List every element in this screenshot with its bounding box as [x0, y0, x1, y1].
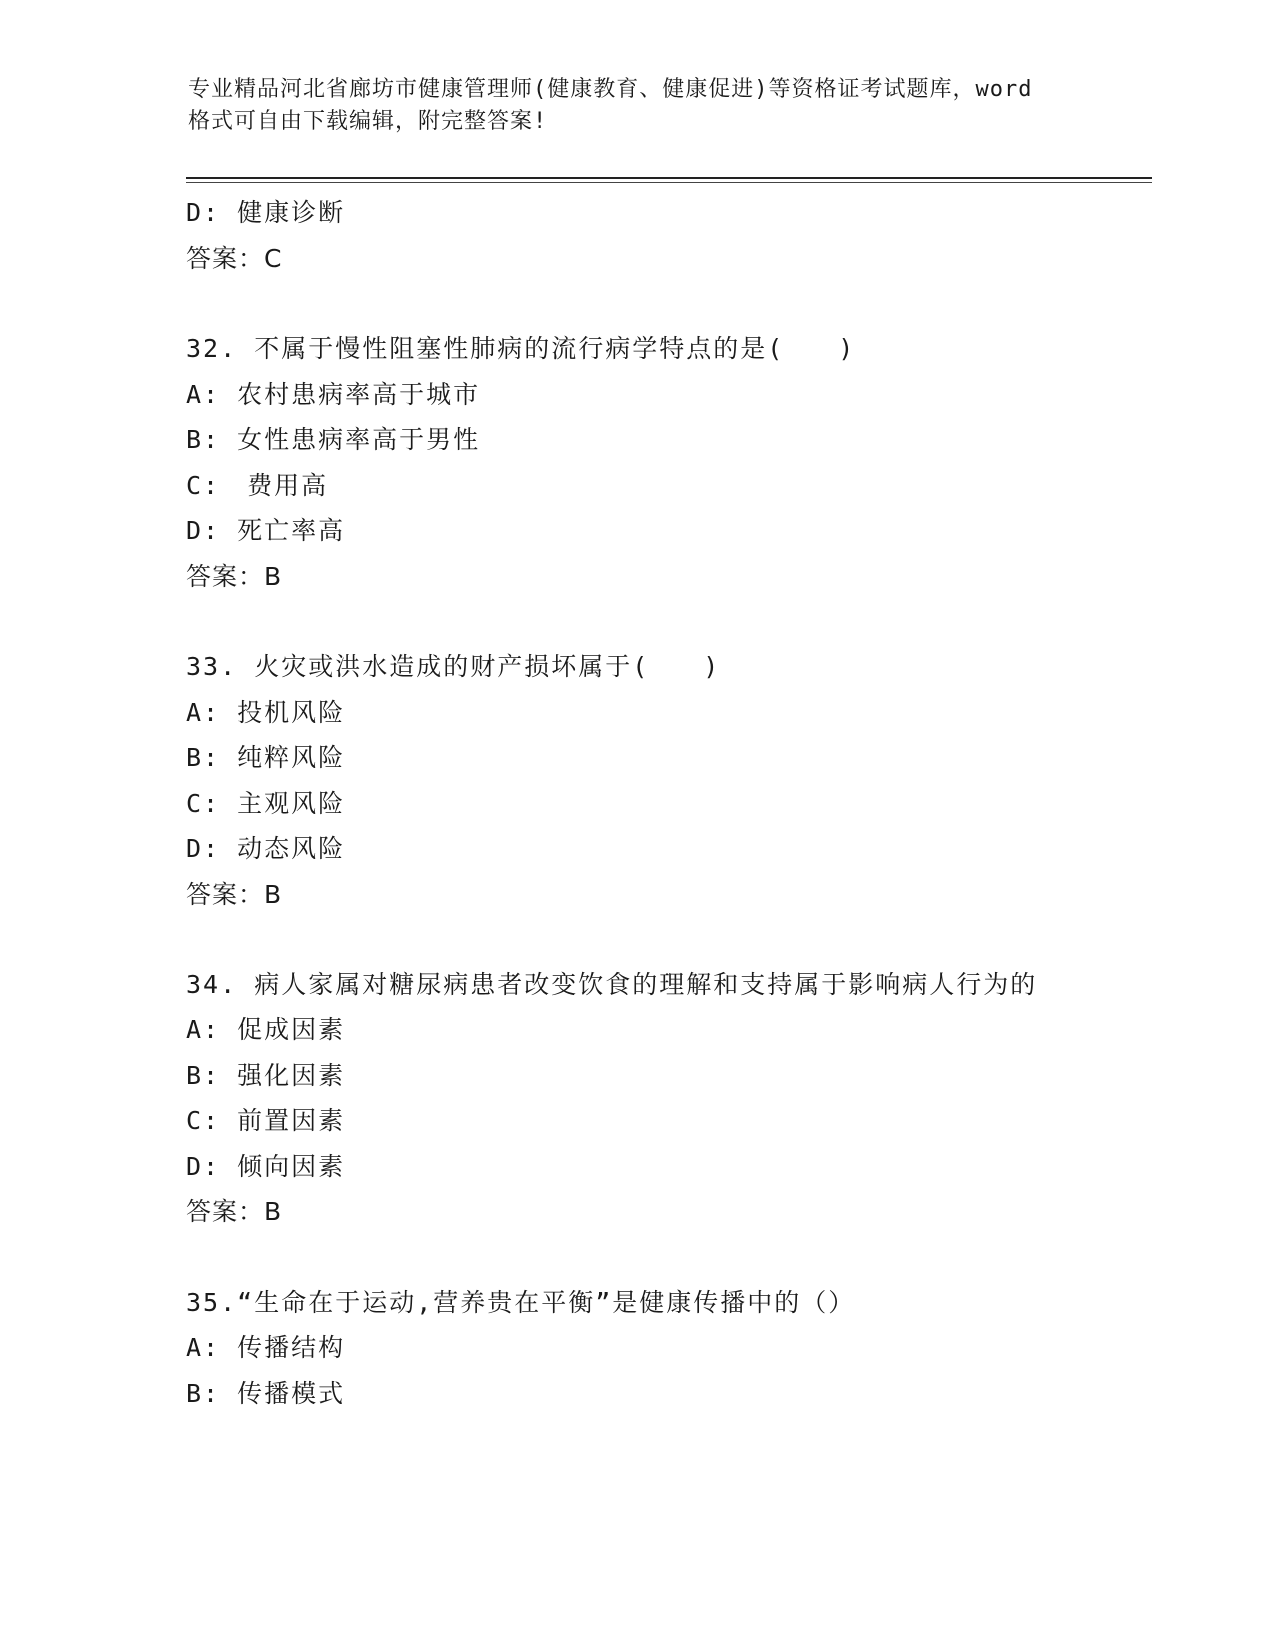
option-a: A: 农村患病率高于城市 — [186, 379, 481, 409]
header-rule-thin — [186, 182, 1152, 183]
option-b: B: 传播模式 — [186, 1378, 346, 1408]
option-b: B: 强化因素 — [186, 1060, 346, 1090]
answer-line: 答案：B — [186, 1197, 283, 1226]
answer-line: 答案：B — [186, 879, 283, 909]
option-b: B: 女性患病率高于男性 — [186, 425, 481, 454]
question-35 — [186, 1280, 1086, 1417]
option-c: C: 主观风险 — [186, 788, 346, 818]
option-d: D: 动态风险 — [186, 834, 346, 863]
option-a: A: 传播结构 — [186, 1333, 346, 1362]
question-32 — [186, 326, 1086, 599]
header-line-1: 专业精品河北省廊坊市健康管理师(健康教育、健康促进)等资格证考试题库，word — [188, 77, 1033, 102]
question-text: 32. 不属于慢性阻塞性肺病的流行病学特点的是( ) — [186, 334, 856, 363]
document-header — [188, 74, 1088, 138]
option-a: A: 投机风险 — [186, 697, 346, 727]
header-rule-thick — [186, 177, 1152, 179]
answer-line: 答案：B — [186, 561, 283, 591]
answer-line: 答案：C — [186, 243, 283, 273]
option-d: D: 倾向因素 — [186, 1151, 346, 1181]
previous-question-tail — [186, 190, 1086, 281]
option-d: D: 死亡率高 — [186, 516, 346, 545]
question-text: 34. 病人家属对糖尿病患者改变饮食的理解和支持属于影响病人行为的 — [186, 970, 1038, 999]
question-text: 33. 火灾或洪水造成的财产损坏属于( ) — [186, 652, 721, 681]
option-b: B: 纯粹风险 — [186, 743, 346, 772]
question-list — [186, 190, 1086, 1416]
question-text: 35.“生命在于运动,营养贵在平衡”是健康传播中的（） — [186, 1287, 856, 1317]
option-d: D: 健康诊断 — [186, 198, 346, 227]
header-line-2: 格式可自由下载编辑，附完整答案! — [188, 109, 548, 134]
question-33 — [186, 644, 1086, 917]
question-34 — [186, 962, 1086, 1235]
option-a: A: 促成因素 — [186, 1015, 346, 1044]
option-c: C: 前置因素 — [186, 1106, 346, 1135]
option-c: C: 费用高 — [186, 470, 329, 500]
